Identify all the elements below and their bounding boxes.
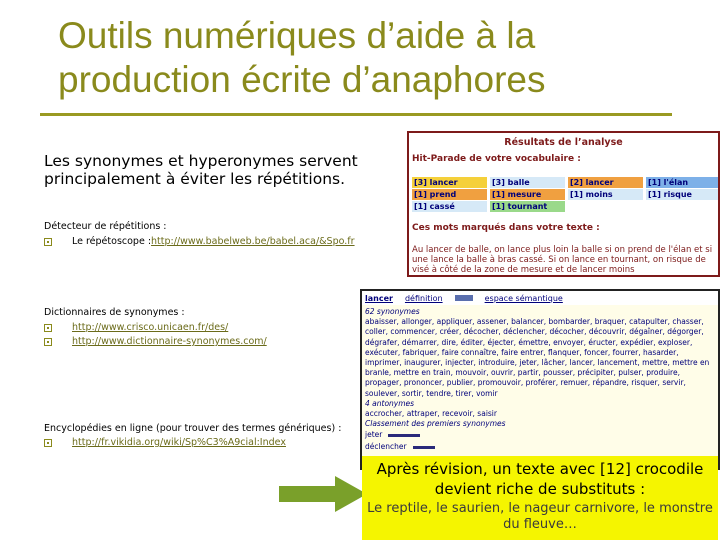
square-bullet-icon xyxy=(44,238,52,246)
hitparade-label: Hit-Parade de votre vocabulaire : xyxy=(412,154,581,164)
square-bullet-icon xyxy=(44,324,52,332)
hitparade-cell: [1] l'élan xyxy=(646,177,720,188)
hitparade-grid xyxy=(412,177,720,212)
tab-semantic-space[interactable]: espace sémantique xyxy=(484,293,563,303)
list-item-repetoscope xyxy=(44,236,355,248)
link-crisco[interactable]: http://www.crisco.unicaen.fr/des/ xyxy=(72,322,229,333)
hitparade-cell: [1] moins xyxy=(568,189,643,200)
table-row xyxy=(365,429,715,441)
hitparade-cell: [1] cassé xyxy=(412,201,487,212)
tab-lancer[interactable]: lancer xyxy=(365,293,393,303)
tab-marker-bar xyxy=(455,295,473,301)
row-label[interactable]: jeter xyxy=(365,430,383,440)
hitparade-cell xyxy=(568,201,643,212)
dictionary-body xyxy=(362,305,718,455)
table-row xyxy=(365,441,715,453)
slide-title: Outils numériques d’aide à la production écrite d’anaphores xyxy=(58,15,546,100)
intro-text: Les synonymes et hyperonymes servent principalement à éviter les répétitions. xyxy=(44,152,358,188)
section-heading-detector: Détecteur de répétitions : xyxy=(44,221,167,232)
list-item-dictionnaire-synonymes xyxy=(44,336,267,348)
caption-line1: Après révision, un texte avec [12] crocodile devient riche de substituts : xyxy=(376,460,704,498)
classification-label: Classement des premiers synonymes xyxy=(365,419,506,429)
title-divider xyxy=(40,113,672,116)
hitparade-cell: [1] tournant xyxy=(490,201,565,212)
hitparade-cell xyxy=(646,201,720,212)
square-bullet-icon xyxy=(44,439,52,447)
antonym-count: 4 antonymes xyxy=(365,398,415,408)
link-vikidia[interactable]: http://fr.vikidia.org/wiki/Sp%C3%A9cial:Index xyxy=(72,437,286,448)
marked-text: Au lancer de balle, on lance plus loin la balle si on prend de l'élan et si une lance la balle à bras cassé. Si on lance en tournant, on risque de visé à côté de la zone de mesure et de lancer moins xyxy=(412,245,713,275)
row-label[interactable]: déclencher xyxy=(365,442,407,452)
list-item-vikidia xyxy=(44,437,286,449)
caption-line2: Le reptile, le saurien, le nageur carnivore, le monstre du fleuve… xyxy=(367,501,713,532)
hitparade-cell: [1] risque xyxy=(646,189,720,200)
caption-box xyxy=(362,456,718,540)
marked-words-label: Ces mots marqués dans votre texte : xyxy=(412,223,600,233)
synonym-count: 62 synonymes xyxy=(365,307,420,316)
tab-definition[interactable]: définition xyxy=(404,293,443,303)
score-bar xyxy=(413,446,435,449)
section-heading-dictionaries: Dictionnaires de synonymes : xyxy=(44,307,185,318)
hitparade-cell: [1] prend xyxy=(412,189,487,200)
arrow-right-icon xyxy=(279,476,369,512)
list-item-prefix: Le répétoscope : xyxy=(72,236,152,247)
hitparade-cell: [2] lancer xyxy=(568,177,643,188)
dictionary-tabs xyxy=(362,291,718,305)
analysis-screenshot xyxy=(407,131,720,277)
dictionary-screenshot xyxy=(360,289,720,470)
hitparade-cell: [1] mesure xyxy=(490,189,565,200)
antonym-list: accrocher, attraper, recevoir, saisir xyxy=(365,409,497,419)
section-heading-encyclopedias: Encyclopédies en ligne (pour trouver des termes génériques) : xyxy=(44,423,342,434)
hitparade-cell: [3] balle xyxy=(490,177,565,188)
link-repetoscope[interactable]: http://www.babelweb.be/babel.aca/&Spo.fr xyxy=(151,236,355,247)
synonym-list: abaisser, allonger, appliquer, assener, balancer, bombarder, braquer, catapulter, chasser, coller, commencer, créer, décocher, déclencher, décocher, découvrir, dégaîner, dégorger, dégrafer, démarrer, dire, éditer, éjecter, émettre, envoyer, éructer, expédier, exploser, exécuter, fabriquer, faire connaître, faire entrer, flanquer, foncer, fourrer, hasarder, imprimer, inaugurer, injecter, introduire, jeter, lâcher, lancer, lancement, mettre, mettre en branle, mettre en train, mouvoir, ouvrir, partir, pousser, précipiter, pulser, produire, propager, prononcer, publier, promouvoir, proférer, remuer, répandre, risquer, servir, soulever, sortir, tendre, tirer, vomir xyxy=(365,317,710,398)
analysis-title: Résultats de l’analyse xyxy=(504,137,623,148)
square-bullet-icon xyxy=(44,338,52,346)
link-dictionnaire-synonymes[interactable]: http://www.dictionnaire-synonymes.com/ xyxy=(72,336,267,347)
list-item-crisco xyxy=(44,322,228,334)
hitparade-cell: [3] lancer xyxy=(412,177,487,188)
score-bar xyxy=(388,434,420,437)
